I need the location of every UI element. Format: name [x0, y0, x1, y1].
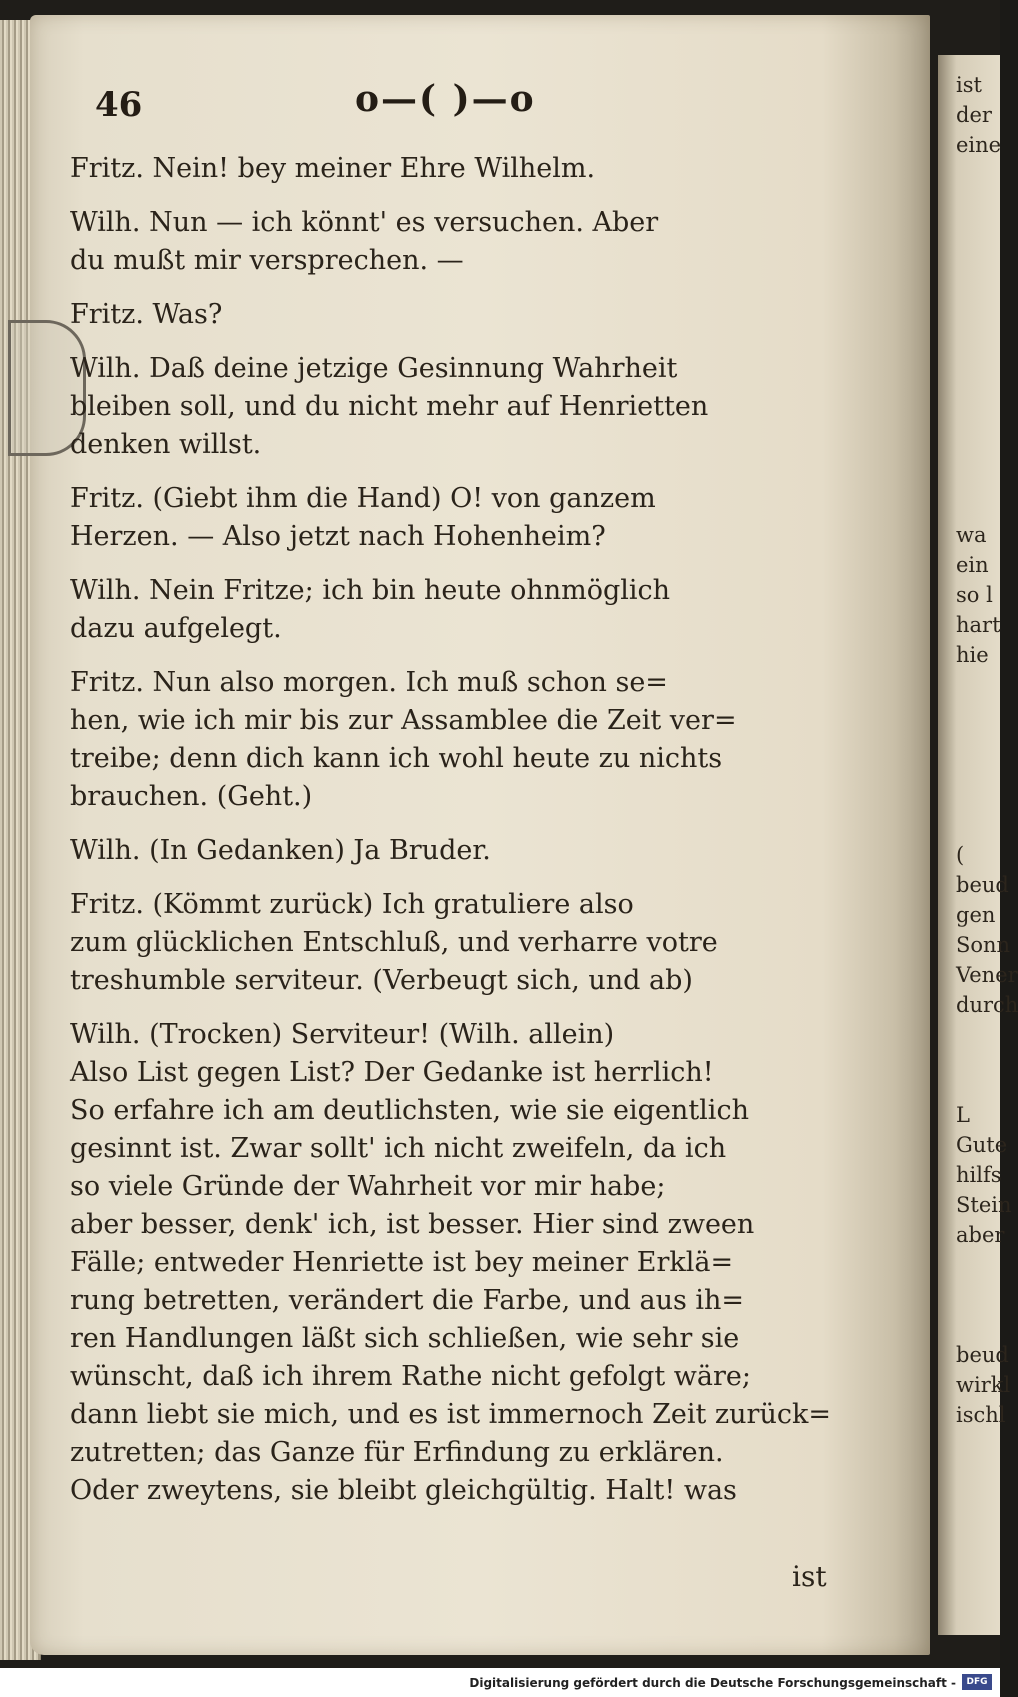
text-line: dann liebt sie mich, und es ist immernoch Zeit zurück=	[70, 1399, 831, 1430]
header-ornament: o—( )—o	[355, 78, 536, 120]
text-line: denken willst.	[70, 429, 262, 460]
fragment-line: hilfs	[956, 1163, 1002, 1187]
text-line: Fritz. Nein! bey meiner Ehre Wilhelm.	[70, 153, 596, 184]
fragment-line: wirkl	[956, 1373, 1011, 1397]
fragment-line: beud	[956, 1343, 1009, 1367]
paragraph	[70, 1016, 870, 1510]
fragment-line: L	[956, 1103, 970, 1127]
text-line: Oder zweytens, sie bleibt gleichgültig. Halt! was	[70, 1475, 737, 1506]
text-line: wünscht, daß ich ihrem Rathe nicht gefolgt wäre;	[70, 1361, 751, 1392]
fragment-line: der	[956, 103, 992, 127]
paragraph	[70, 886, 870, 1000]
fragment-line: hie	[956, 643, 989, 667]
catchword: ist	[792, 1560, 827, 1593]
fragment-line: eine	[956, 133, 1002, 157]
paragraph	[70, 480, 870, 556]
fragment-line: hart	[956, 613, 1001, 637]
text-line: zutretten; das Ganze für Erfindung zu erklären.	[70, 1437, 724, 1468]
text-line: ren Handlungen läßt sich schließen, wie sehr sie	[70, 1323, 740, 1354]
fragment-line: ist	[956, 73, 982, 97]
facing-page-fragment	[956, 1340, 1011, 1430]
text-line: Wilh. (Trocken) Serviteur! (Wilh. allein)	[70, 1019, 615, 1050]
text-line: gesinnt ist. Zwar sollt' ich nicht zweifeln, da ich	[70, 1133, 727, 1164]
fragment-line: Stein	[956, 1193, 1012, 1217]
text-line: Also List gegen List? Der Gedanke ist herrlich!	[70, 1057, 714, 1088]
paragraph	[70, 832, 870, 870]
fragment-line: so l	[956, 583, 993, 607]
text-line: Fritz. (Kömmt zurück) Ich gratuliere also	[70, 889, 634, 920]
facing-page-fragment	[956, 70, 1000, 160]
text-line: Fritz. Was?	[70, 299, 223, 330]
digitization-footer	[0, 1668, 1000, 1697]
text-line: Wilh. (In Gedanken) Ja Bruder.	[70, 835, 491, 866]
paragraph	[70, 296, 870, 334]
paragraph	[70, 572, 870, 648]
facing-page-fragment	[956, 840, 1018, 1020]
paragraph	[70, 150, 870, 188]
text-line: Wilh. Nun — ich könnt' es versuchen. Aber	[70, 207, 659, 238]
fragment-line: ein	[956, 553, 989, 577]
page-number: 46	[95, 85, 143, 125]
fragment-line: Vener	[956, 963, 1018, 987]
fragment-line: wa	[956, 523, 987, 547]
text-line: treshumble serviteur. (Verbeugt sich, und ab)	[70, 965, 693, 996]
text-line: zum glücklichen Entschluß, und verharre votre	[70, 927, 718, 958]
text-line: bleiben soll, und du nicht mehr auf Henrietten	[70, 391, 709, 422]
text-line: rung betretten, verändert die Farbe, und aus ih=	[70, 1285, 745, 1316]
fragment-line: gen	[956, 903, 996, 927]
text-line: Fritz. Nun also morgen. Ich muß schon se=	[70, 667, 668, 698]
paragraph	[70, 664, 870, 816]
text-line: hen, wie ich mir bis zur Assamblee die Zeit ver=	[70, 705, 737, 736]
text-line: aber besser, denk' ich, ist besser. Hier sind zween	[70, 1209, 755, 1240]
text-line: du mußt mir versprechen. —	[70, 245, 464, 276]
fragment-line: Gute	[956, 1133, 1008, 1157]
page-text	[70, 150, 870, 1526]
text-line: So erfahre ich am deutlichsten, wie sie eigentlich	[70, 1095, 749, 1126]
paragraph	[70, 350, 870, 464]
text-line: treibe; denn dich kann ich wohl heute zu nichts	[70, 743, 723, 774]
facing-page-fragment	[956, 1100, 1012, 1250]
funding-credit: Digitalisierung gefördert durch die Deutsche Forschungsgemeinschaft -	[469, 1676, 956, 1690]
fragment-line: ischl	[956, 1403, 1006, 1427]
text-line: Herzen. — Also jetzt nach Hohenheim?	[70, 521, 606, 552]
text-line: Wilh. Daß deine jetzige Gesinnung Wahrheit	[70, 353, 678, 384]
text-line: dazu aufgelegt.	[70, 613, 282, 644]
paragraph	[70, 204, 870, 280]
text-line: brauchen. (Geht.)	[70, 781, 313, 812]
text-line: so viele Gründe der Wahrheit vor mir habe;	[70, 1171, 666, 1202]
text-line: Fälle; entweder Henriette ist bey meiner Erklä=	[70, 1247, 734, 1278]
facing-page-fragment	[956, 520, 1000, 670]
text-line: Fritz. (Giebt ihm die Hand) O! von ganzem	[70, 483, 656, 514]
fragment-line: (	[956, 843, 965, 867]
fragment-line: Sonn	[956, 933, 1011, 957]
fragment-line: aber	[956, 1223, 1005, 1247]
fragment-line: durch	[956, 993, 1018, 1017]
fragment-line: beud	[956, 873, 1009, 897]
dfg-logo: DFG	[962, 1674, 992, 1690]
text-line: Wilh. Nein Fritze; ich bin heute ohnmöglich	[70, 575, 671, 606]
